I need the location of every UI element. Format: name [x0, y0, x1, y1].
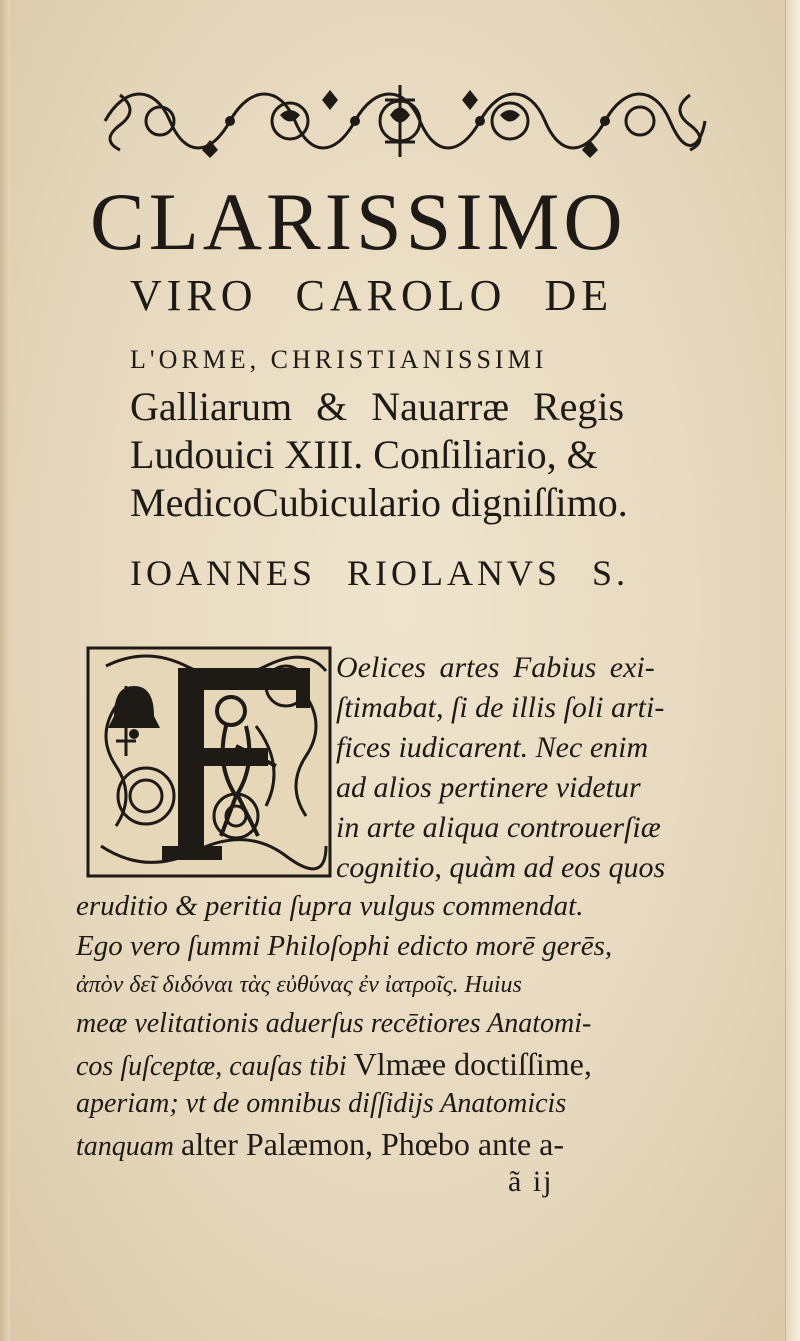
page-gutter-shadow	[0, 0, 10, 1341]
body-line-13-italic: tanquam	[76, 1131, 174, 1162]
body-line-11-roman: Vlmæe doctiſſime,	[353, 1046, 592, 1082]
body-line-3: fices iudicarent. Nec enim	[336, 731, 649, 764]
body-line-11	[76, 1044, 592, 1087]
body-line-13	[76, 1124, 564, 1167]
body-line-12: aperiam; vt de omnibus diſſidijs Anatomicis	[76, 1088, 567, 1119]
body-line-1: Oelices artes Fabius exi-	[336, 651, 655, 684]
page-fore-edge	[785, 0, 800, 1341]
author-line: IOANNES RIOLANVS S.	[130, 553, 630, 593]
headpiece-ornament	[100, 80, 710, 162]
body-line-13-roman: alter Palæmon, Phœbo ante a-	[181, 1126, 565, 1162]
body-line-7: eruditio & peritia ſupra vulgus commendat.	[76, 890, 584, 922]
body-line-6: cognitio, quàm ad eos quos	[336, 851, 666, 884]
dedication-line-5: Ludouici XIII. Conſiliario, &	[130, 432, 598, 477]
signature-mark: ã ij	[508, 1165, 554, 1198]
body-line-2: ſtimabat, ſi de illis ſoli arti-	[336, 691, 665, 724]
body-line-11-italic: cos ſuſceptæ, cauſas tibi	[76, 1051, 347, 1082]
body-line-8: Ego vero ſummi Philoſophi edicto morē gerēs,	[76, 930, 613, 962]
dedication-line-2: VIRO CAROLO DE	[130, 271, 614, 320]
body-line-9-greek: ἀπὸν δεῖ διδόναι τὰς εὐθύνας ἐν ἰατροῖς. Huius	[76, 972, 522, 998]
body-line-5: in arte aliqua controuerſiæ	[336, 811, 661, 844]
dedication-line-6: MedicoCubiculario digniſſimo.	[130, 480, 628, 525]
dedication-title: CLARISSIMO	[90, 176, 627, 267]
dedication-line-4: Galliarum & Nauarræ Regis	[130, 384, 625, 429]
dedication-line-3: L'ORME, CHRISTIANISSIMI	[130, 345, 548, 374]
body-line-4: ad alios pertinere videtur	[336, 771, 641, 804]
decorated-initial-f	[86, 646, 332, 878]
body-line-10: meæ velitationis aduerſus recētiores Anatomi-	[76, 1008, 592, 1039]
